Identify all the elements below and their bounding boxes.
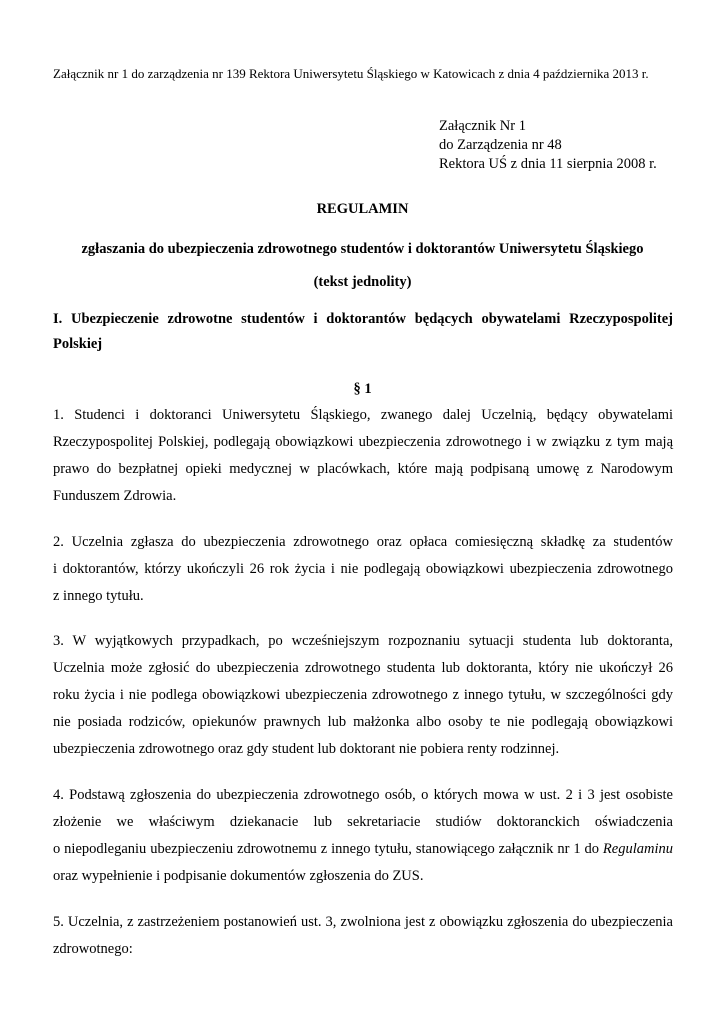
attachment-number: Załącznik Nr 1 bbox=[439, 118, 526, 134]
paragraph-line: 4. Podstawą zgłoszenia do ubezpieczenia zdrowotnego osób, o których mowa w ust. 2 i 3 jest osobiste bbox=[53, 787, 673, 803]
paragraph-line: ubezpieczenia zdrowotnego oraz gdy student lub doktorant nie pobiera renty rodzinnej. bbox=[53, 741, 560, 757]
paragraph-line: złożenie we właściwym dziekanacie lub sekretariacie studiów doktoranckich oświadczenia bbox=[53, 814, 673, 830]
attachment-order: do Zarządzenia nr 48 bbox=[439, 137, 562, 153]
document-subtitle: zgłaszania do ubezpieczenia zdrowotnego studentów i doktorantów Uniwersytetu Śląskiego bbox=[81, 241, 644, 257]
paragraph-line bbox=[53, 836, 673, 863]
paragraph-line: Uczelnia może zgłosić do ubezpieczenia zdrowotnego studenta lub doktoranta, który nie ukończył 26 bbox=[53, 660, 673, 676]
paragraph-line: nie posiada rodziców, opiekunów prawnych lub małżonka albo osoby te nie podlegają obowiązkowi bbox=[53, 714, 673, 730]
paragraph-line: i doktorantów, którzy ukończyli 26 rok życia i nie podlegają obowiązkowi ubezpieczenia zdrowotnego bbox=[53, 561, 673, 577]
attachment-reference bbox=[439, 117, 657, 174]
paragraph-4 bbox=[53, 782, 673, 890]
paragraph-line: z innego tytułu. bbox=[53, 588, 144, 604]
paragraph-line-text: o niepodleganiu ubezpieczeniu zdrowotnemu z innego tytułu, stanowiącego załącznik nr 1 do bbox=[53, 841, 603, 857]
attachment-rector-date: Rektora UŚ z dnia 11 sierpnia 2008 r. bbox=[439, 156, 657, 172]
document-title: REGULAMIN bbox=[316, 201, 409, 217]
paragraph-line: 3. W wyjątkowych przypadkach, po wcześniejszym rozpoznaniu sytuacji studenta lub doktoranta, bbox=[53, 633, 673, 649]
paragraph-2 bbox=[53, 529, 673, 610]
paragraph-mark: § 1 bbox=[353, 381, 372, 397]
paragraph-line: prawo do bezpłatnej opieki medycznej w placówkach, które mają podpisaną umowę z Narodowym bbox=[53, 461, 673, 477]
paragraph-line: oraz wypełnienie i podpisanie dokumentów zgłoszenia do ZUS. bbox=[53, 868, 424, 884]
paragraph-1 bbox=[53, 402, 673, 510]
paragraph-3 bbox=[53, 628, 673, 763]
paragraph-line: Funduszem Zdrowia. bbox=[53, 488, 177, 504]
paragraph-line: roku życia i nie podlega obowiązkowi ubezpieczenia zdrowotnego z innego tytułu, w szczególności gdy bbox=[53, 687, 673, 703]
paragraph-5 bbox=[53, 909, 673, 963]
regulation-reference: Regulaminu bbox=[602, 841, 673, 857]
section-heading: I. Ubezpieczenie zdrowotne studentów i doktorantów będących obywatelami Rzeczypospolitej Polskiej bbox=[53, 311, 673, 352]
paragraph-line: Rzeczypospolitej Polskiej, podlegają obowiązkowi ubezpieczenia zdrowotnego i w związku z tym mają bbox=[53, 434, 673, 450]
paragraph-line: 5. Uczelnia, z zastrzeżeniem postanowień ust. 3, zwolniona jest z obowiązku zgłoszenia do ubezpieczenia bbox=[53, 914, 673, 930]
document-note: (tekst jednolity) bbox=[313, 274, 412, 290]
paragraph-line: zdrowotnego: bbox=[53, 941, 133, 957]
annex-header-line: Załącznik nr 1 do zarządzenia nr 139 Rektora Uniwersytetu Śląskiego w Katowicach z dnia 4 października 2013 r. bbox=[53, 66, 649, 81]
paragraph-line: 2. Uczelnia zgłasza do ubezpieczenia zdrowotnego oraz opłaca comiesięczną składkę za studentów bbox=[53, 534, 673, 550]
paragraph-line: 1. Studenci i doktoranci Uniwersytetu Śląskiego, zwanego dalej Uczelnią, będący obywatelami bbox=[53, 407, 673, 423]
